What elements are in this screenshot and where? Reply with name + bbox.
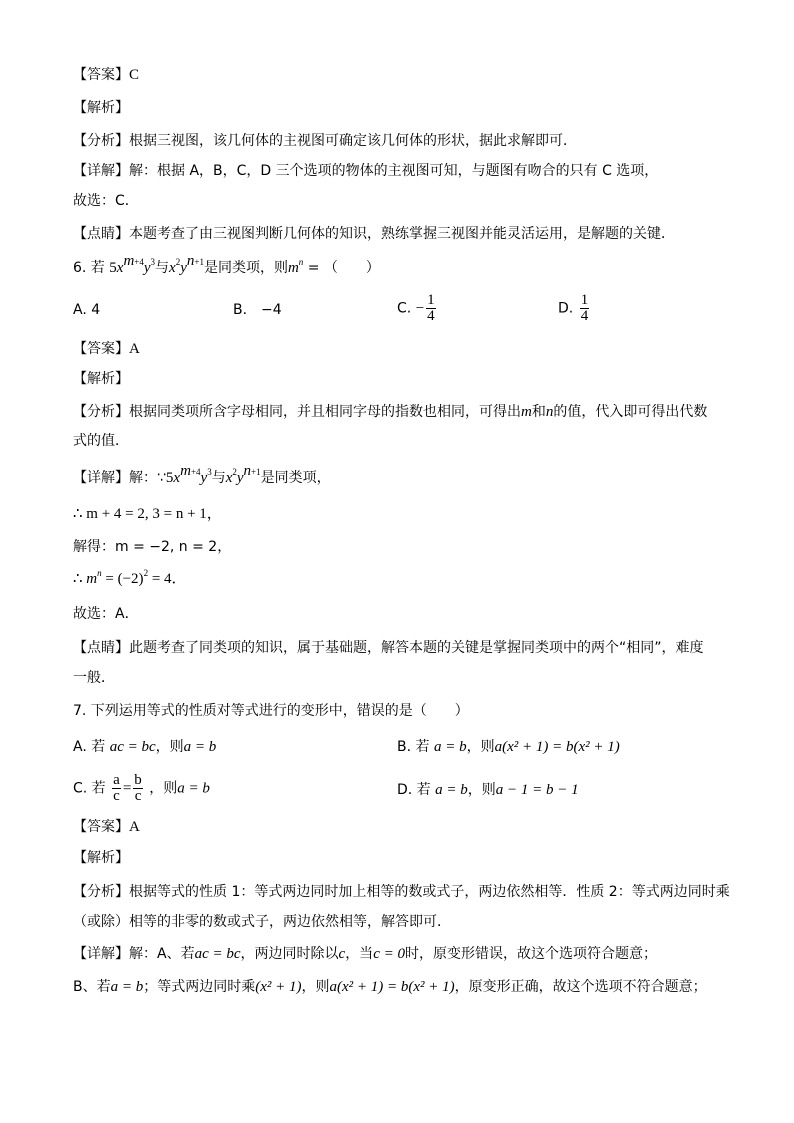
answer-tag: 【答案】 <box>73 67 129 83</box>
option-b-math: a = b <box>433 739 467 755</box>
q6-xiangjie <box>73 463 331 488</box>
q6-guxuan: 故选：A． <box>73 606 139 622</box>
q7-answer-line <box>73 817 140 837</box>
answer-tag: 【答案】 <box>73 819 129 835</box>
q6-stem <box>73 253 380 278</box>
dianjing-tag: 【点睛】 <box>73 640 129 656</box>
q6-option-b <box>233 300 282 320</box>
q7-stem: 7. 下列运用等式的性质对等式进行的变形中，错误的是（ ） <box>73 703 469 719</box>
q7-jiexi: 【解析】 <box>73 850 129 866</box>
q5-dianjing <box>73 224 675 244</box>
dianjing-text: 本题考查了由三视图判断几何体的知识，熟练掌握三视图并能灵活运用，是解题的关键． <box>129 226 675 242</box>
var-c: c <box>338 946 346 962</box>
option-c-label: C. 若 <box>73 780 106 797</box>
q7-xiangjie <box>73 944 657 964</box>
q6-mn: $m^n$ <box>86 568 102 587</box>
q6-option-a <box>73 300 100 320</box>
option-c-result: a = b <box>177 780 210 797</box>
q5-fenxi <box>73 131 577 151</box>
xiangjie-tag: 【详解】 <box>73 163 129 179</box>
var-m: m <box>521 404 532 420</box>
frac-den: 4 <box>427 308 435 324</box>
q7-fenxi <box>73 882 730 902</box>
fenxi-text: 根据同类项所含字母相同，并且相同字母的指数也相同，可得出 <box>129 404 521 420</box>
xiangjie-b-b: ；等式两边同时乘 <box>143 979 256 995</box>
option-d-label: D. <box>558 300 574 317</box>
xiangjie-c: ，当 <box>345 946 374 962</box>
q5-jiexi: 【解析】 <box>73 100 129 116</box>
fenxi-text-2: 的值，代入即可得出代数 <box>553 404 708 420</box>
option-b-label: B. −4 <box>233 302 282 318</box>
xiangjie-tag: 【详解】 <box>73 470 129 486</box>
xiangjie-b-c: ，则 <box>301 979 330 995</box>
option-b-result: a(x² + 1) = b(x² + 1) <box>494 739 620 755</box>
fraction-a-c <box>112 773 121 804</box>
frac-num: b <box>134 772 142 788</box>
q6-dianjing-cont: 一般． <box>73 670 115 686</box>
option-d-result: a − 1 = b − 1 <box>495 782 579 798</box>
fenxi-tag: 【分析】 <box>73 884 129 900</box>
option-a-label: A. 若 <box>73 739 106 755</box>
xiangjie-tag: 【详解】 <box>73 946 129 962</box>
q6-stem-end: 是同类项，则 <box>203 260 288 276</box>
dianjing-text: 此题考查了同类项的知识，属于基础题，解答本题的关键是掌握同类项中的两个“相同”，难度 <box>129 640 704 656</box>
q6-term1: $5x^{m+4}y^3$ <box>165 463 212 486</box>
q6-term2: $x^2y^{n+1}$ <box>225 463 261 486</box>
xiangjie-b-math: a = b <box>110 979 144 995</box>
q7-option-a <box>73 737 216 757</box>
option-b-mid: ，则 <box>466 739 495 755</box>
option-b-label: B. 若 <box>397 739 430 755</box>
xiangjie-a: 解：A、若 <box>129 946 195 962</box>
step3-end: = 4． <box>148 571 187 587</box>
frac-den: c <box>134 788 142 804</box>
q7-option-d <box>397 780 579 800</box>
option-d-label: D. 若 <box>397 782 431 798</box>
answer-value: A <box>129 819 140 835</box>
option-a-mid: ，则 <box>155 739 184 755</box>
xiangjie-b-a: B、若 <box>73 979 111 995</box>
xiangjie-b-d: ，原变形正确，故这个选项不符合题意； <box>454 979 707 995</box>
q6-paren: = （ ） <box>303 260 380 276</box>
q6-mn: $m^n$ <box>287 257 304 276</box>
q6-jiexi: 【解析】 <box>73 371 129 387</box>
q6-and: 与 <box>155 260 170 276</box>
frac-num: 1 <box>427 292 435 308</box>
option-c-label: C. <box>397 300 412 317</box>
xiangjie-b: ，两边同时除以 <box>240 946 339 962</box>
step3-exp: 2 <box>143 568 149 578</box>
q6-dianjing <box>73 638 704 658</box>
option-a-result: a = b <box>183 739 217 755</box>
fenxi-and: 和 <box>531 404 546 420</box>
q6-term1: $5x^{m+4}y^3$ <box>109 253 156 276</box>
fraction <box>426 293 436 324</box>
xiangjie-math: ac = bc <box>194 946 241 962</box>
xiangjie-text: 解：根据 A，B，C，D 三个选项的物体的主视图可知，与题图有吻合的只有 C 选项， <box>129 163 659 179</box>
q7-option-c <box>73 773 210 804</box>
q7-option-b <box>397 737 620 757</box>
q6-step3 <box>73 569 187 589</box>
xiangjie-end: 是同类项， <box>260 470 331 486</box>
fenxi-tag: 【分析】 <box>73 133 129 149</box>
option-a-math: ac = bc <box>109 739 156 755</box>
xiangjie-d: 时，原变形错误，故这个选项符合题意； <box>404 946 657 962</box>
option-c-mid: ，则 <box>149 780 178 797</box>
fenxi-text: 根据三视图，该几何体的主视图可确定该几何体的形状，据此求解即可． <box>129 133 577 149</box>
q6-answer-line <box>73 339 140 359</box>
fenxi-tag: 【分析】 <box>73 404 129 420</box>
q7-fenxi-cont: （或除）相等的非零的数或式子，两边依然相等，解答即可． <box>73 914 451 930</box>
q6-option-d <box>558 293 591 324</box>
q5-answer-line <box>73 65 139 85</box>
option-a-label: A. 4 <box>73 302 101 318</box>
xiangjie-b-x: (x² + 1) <box>255 979 302 995</box>
minus-sign: − <box>415 300 425 317</box>
q6-fenxi <box>73 402 707 422</box>
frac-den: 4 <box>580 308 589 324</box>
q5-guxuan: 故选：C． <box>73 193 139 209</box>
therefore: ∴ <box>73 571 87 587</box>
dianjing-tag: 【点睛】 <box>73 226 129 242</box>
q5-xiangjie <box>73 161 658 181</box>
option-d-mid: ，则 <box>467 782 496 798</box>
fenxi-text: 根据等式的性质 1：等式两边同时加上相等的数或式子，两边依然相等．性质 2：等式两边同时乘 <box>129 884 730 900</box>
answer-tag: 【答案】 <box>73 341 129 357</box>
q6-fenxi-cont: 式的值． <box>73 433 129 449</box>
frac-den: c <box>113 788 120 804</box>
q6-step2: 解得：m = −2, n = 2， <box>73 539 232 555</box>
xiangjie-and: 与 <box>211 470 226 486</box>
option-d-math: a = b <box>435 782 468 798</box>
answer-value: A <box>129 341 140 357</box>
xiangjie-b-result: a(x² + 1) = b(x² + 1) <box>329 979 455 995</box>
answer-value: C <box>129 67 140 83</box>
xiangjie-pre: 解：∵ <box>129 470 166 486</box>
q7-xiangjie-b <box>73 977 707 997</box>
q6-num: 6. 若 <box>73 260 105 276</box>
equals: = <box>122 780 132 797</box>
c-equals-zero: c = 0 <box>373 946 405 962</box>
frac-num: a <box>113 772 120 788</box>
fraction-b-c <box>133 773 143 804</box>
q6-option-c <box>397 293 438 324</box>
step3-base: = (−2) <box>101 571 144 587</box>
q6-step1: ∴ m + 4 = 2, 3 = n + 1， <box>73 506 222 522</box>
frac-num: 1 <box>580 292 589 308</box>
q6-term2: $x^2y^{n+1}$ <box>169 253 204 276</box>
var-n: n <box>545 404 554 420</box>
fraction <box>580 293 590 324</box>
